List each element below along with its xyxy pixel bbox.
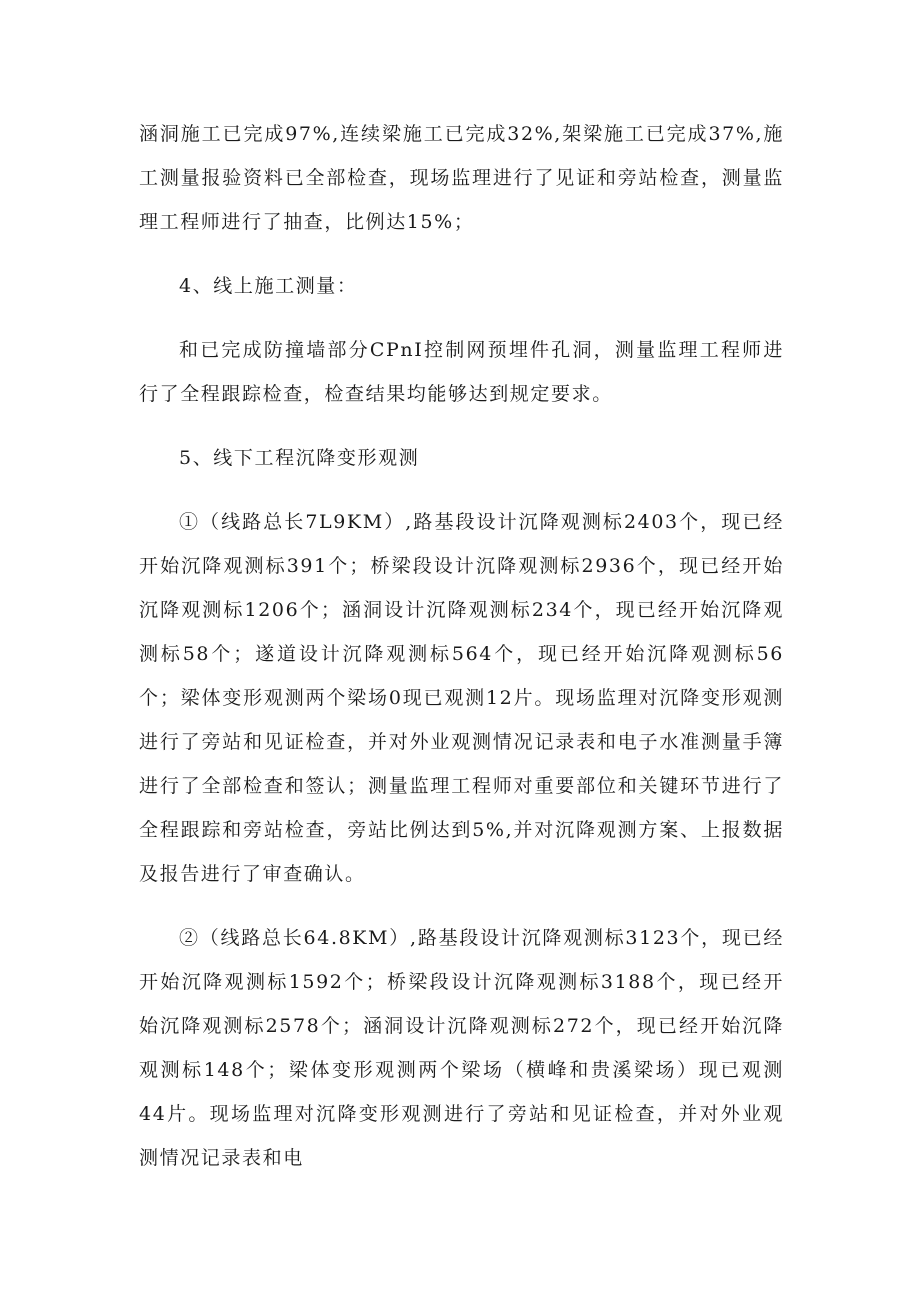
paragraph-section-1: ①（线路总长7L9KM）,路基段设计沉降观测标2403个，现已经开始沉降观测标391个；桥梁段设计沉降观测标2936个，现已经开始沉降观测标1206个；涵洞设计沉降观测标234个，现已经开始沉降观测标58个；遂道设计沉降观测标564个，现已经开始沉降观测标56个；梁体变形观测两个梁场0现已观测12片。现场监理对沉降变形观测进行了旁站和见证检查，并对外业观测情况记录表和电子水准测量手簿进行了全部检查和签认；测量监理工程师对重要部位和关键环节进行了全程跟踪和旁站检查，旁站比例达到5%,并对沉降观测方案、上报数据及报告进行了审查确认。 xyxy=(139,511,784,885)
document-body xyxy=(139,112,784,1200)
paragraph-online-survey: 和已完成防撞墙部分CPnI控制网预埋件孔洞，测量监理工程师进行了全程跟踪检查，检查结果均能够达到规定要求。 xyxy=(139,339,784,405)
paragraph-progress-summary: 涵洞施工已完成97%,连续梁施工已完成32%,架梁施工已完成37%,施工测量报验资料已全部检查，现场监理进行了见证和旁站检查，测量监理工程师进行了抽查，比例达15%； xyxy=(139,123,784,233)
heading-online-survey: 4、线上施工测量： xyxy=(179,275,358,297)
paragraph-section-2: ②（线路总长64.8KM）,路基段设计沉降观测标3123个，现已经开始沉降观测标1592个；桥梁段设计沉降观测标3188个，现已经开始沉降观测标2578个；涵洞设计沉降观测标272个，现已经开始沉降观测标148个；梁体变形观测两个梁场（横峰和贵溪梁场）现已观测44片。现场监理对沉降变形观测进行了旁站和见证检查，并对外业观测情况记录表和电 xyxy=(139,927,784,1169)
heading-settlement-observation: 5、线下工程沉降变形观测 xyxy=(179,447,420,469)
